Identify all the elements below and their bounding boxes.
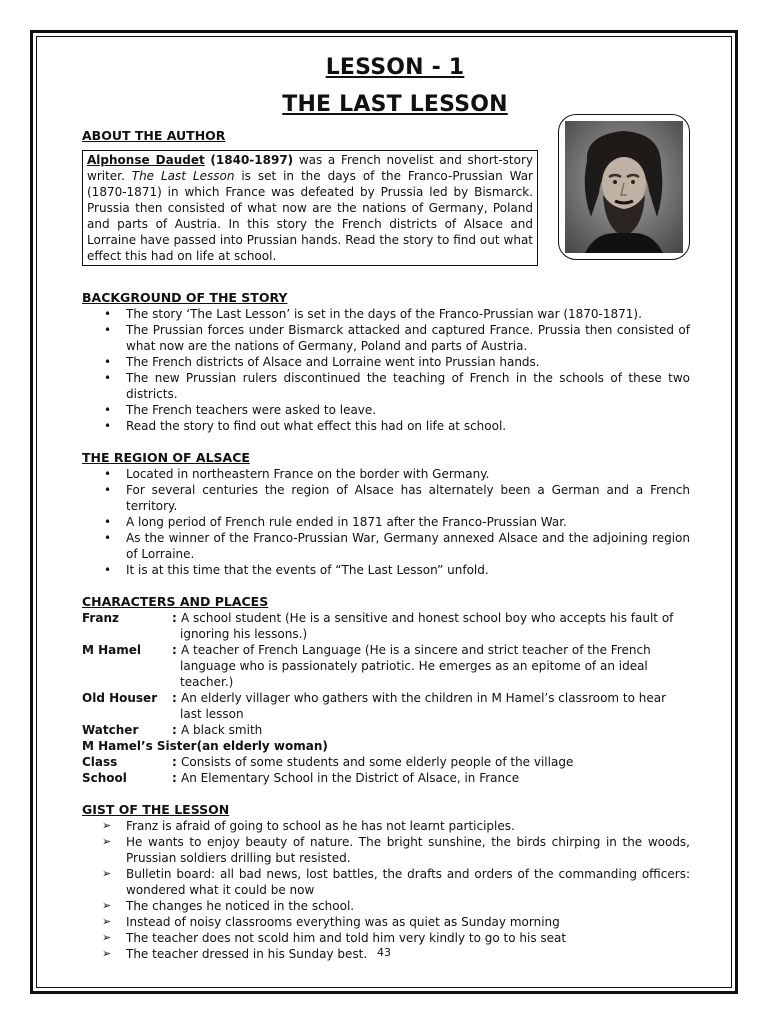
list-item: • The French teachers were asked to leave.: [82, 402, 690, 418]
character-franz: [82, 610, 690, 642]
character-description: A school student (He is a sensitive and honest school boy who accepts his fault of ignoring his lessons.): [180, 611, 674, 641]
region-list: [82, 466, 690, 578]
list-item: • It is at this time that the events of “The Last Lesson” unfold.: [82, 562, 690, 578]
background-heading: BACKGROUND OF THE STORY: [82, 290, 288, 305]
colon: :: [172, 723, 181, 737]
list-item: ➢ Bulletin board: all bad news, lost battles, the drafts and orders of the commanding officers: wondered what it could be now: [82, 866, 690, 898]
characters-list: [82, 610, 690, 786]
region-heading: THE REGION OF ALSACE: [82, 450, 250, 465]
colon: :: [172, 755, 181, 769]
list-item: • The Prussian forces under Bismarck attacked and captured France. Prussia then consisted of what now are the nations of Germany, Poland and parts of Austria.: [82, 322, 690, 354]
list-item: • Read the story to find out what effect this had on life at school.: [82, 418, 690, 434]
list-item: • The French districts of Alsace and Lorraine went into Prussian hands.: [82, 354, 690, 370]
character-description: A teacher of French Language (He is a sincere and strict teacher of the French language who is passionately patriotic. He emerges as an epitome of an ideal teacher.): [180, 643, 651, 689]
list-item: ➢ Instead of noisy classrooms everything was as quiet as Sunday morning: [82, 914, 690, 930]
character-description: An Elementary School in the District of Alsace, in France: [180, 771, 520, 785]
gist-heading: GIST OF THE LESSON: [82, 802, 230, 817]
character-description: A black smith: [180, 723, 263, 737]
gist-list: [82, 818, 690, 962]
list-item: • For several centuries the region of Alsace has alternately been a German and a French territory.: [82, 482, 690, 514]
list-item: • Located in northeastern France on the border with Germany.: [82, 466, 690, 482]
list-item: • The story ‘The Last Lesson’ is set in the days of the Franco-Prussian war (1870-1871).: [82, 306, 690, 322]
place-class: [82, 754, 690, 770]
author-name: Alphonse Daudet: [87, 153, 205, 167]
list-item: ➢ He wants to enjoy beauty of nature. The bright sunshine, the birds chirping in the woods, Prussian soldiers drilling but resisted.: [82, 834, 690, 866]
bio-text-a: was a French novelist and short-story writer.: [87, 153, 533, 183]
character-name: Watcher: [82, 723, 139, 737]
author-years: (1840-1897): [210, 153, 294, 167]
list-item: • The new Prussian rulers discontinued the teaching of French in the schools of these two districts.: [82, 370, 690, 402]
colon: :: [172, 643, 181, 657]
character-description: Consists of some students and some elderly people of the village: [180, 755, 574, 769]
colon: :: [172, 691, 181, 705]
character-name: School: [82, 771, 127, 785]
page-number: 43: [377, 946, 391, 959]
about-author-heading: ABOUT THE AUTHOR: [82, 128, 226, 143]
list-item: ➢ Franz is afraid of going to school as he has not learnt participles.: [82, 818, 690, 834]
content: [82, 52, 690, 962]
list-item: ➢ The teacher does not scold him and told him very kindly to go to his seat: [82, 930, 690, 946]
place-school: [82, 770, 690, 786]
story-title: The Last Lesson: [131, 169, 235, 183]
character-watcher: [82, 722, 690, 738]
character-houser: [82, 690, 690, 722]
author-bio-box: [82, 150, 538, 266]
character-name: Old Houser: [82, 691, 158, 705]
colon: :: [172, 611, 181, 625]
lesson-number-title: LESSON - 1: [325, 55, 465, 80]
list-item: ➢ The teacher dressed in his Sunday best.: [82, 946, 690, 962]
character-hamel: [82, 642, 690, 690]
bio-text-b: is set in the days of the Franco-Prussian War (1870-1871) in which France was defeated by Prussia led by Bismarck. Prussia then consisted of what now are the nations of Germany, Poland and parts of Austria. In this story the French districts of Alsace and Lorraine have passed into Prussian hands. Read the story to find out what effect this had on life at school.: [87, 169, 533, 263]
character-name: M Hamel: [82, 643, 142, 657]
author-portrait-image: [565, 121, 683, 253]
about-author-section: [82, 150, 690, 290]
character-name: Class: [82, 755, 118, 769]
character-description: An elderly villager who gathers with the children in M Hamel’s classroom to hear last lesson: [180, 691, 667, 721]
character-hamel-sister: M Hamel’s Sister(an elderly woman): [82, 739, 328, 753]
list-item: • A long period of French rule ended in 1871 after the Franco-Prussian War.: [82, 514, 690, 530]
background-list: [82, 306, 690, 434]
character-name: Franz: [82, 611, 119, 625]
lesson-title: THE LAST LESSON: [282, 92, 508, 117]
author-portrait: [558, 114, 690, 260]
list-item: • As the winner of the Franco-Prussian War, Germany annexed Alsace and the adjoining region of Lorraine.: [82, 530, 690, 562]
characters-heading: CHARACTERS AND PLACES: [82, 594, 269, 609]
list-item: ➢ The changes he noticed in the school.: [82, 898, 690, 914]
colon: :: [172, 771, 181, 785]
